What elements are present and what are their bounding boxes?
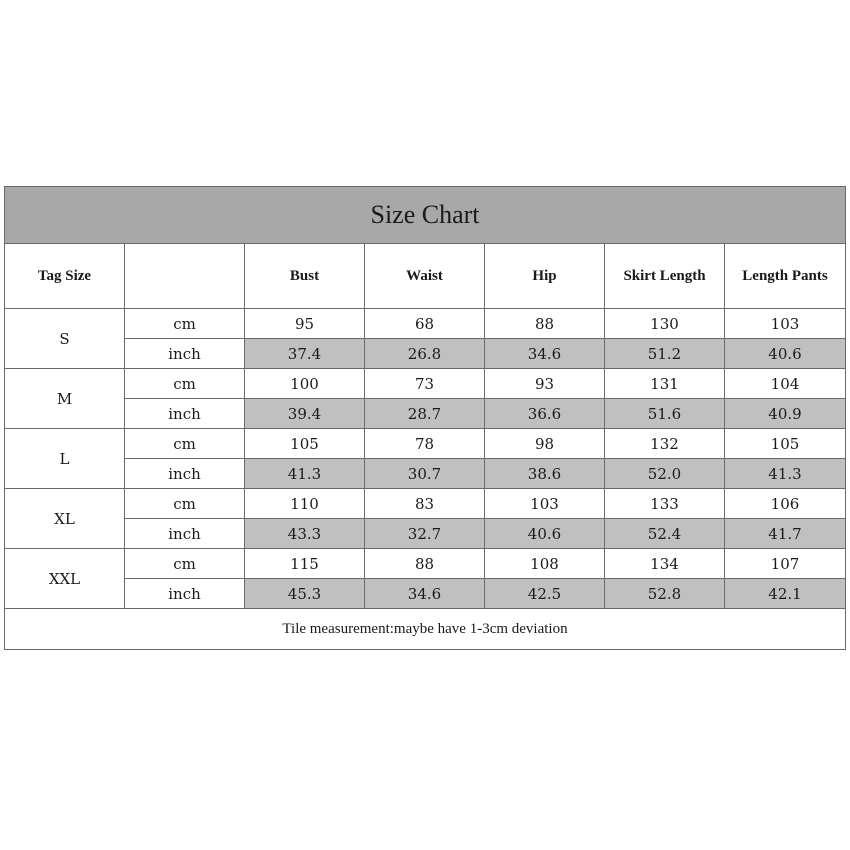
waist-inch-cell: 32.7 [365, 519, 485, 549]
waist-inch-cell: 34.6 [365, 579, 485, 609]
skirt-length-inch-cell: 52.4 [605, 519, 725, 549]
unit-cm-cell: cm [125, 369, 245, 399]
bust-inch-cell: 39.4 [245, 399, 365, 429]
length-pants-inch-cell: 41.3 [725, 459, 846, 489]
bust-cm-cell: 115 [245, 549, 365, 579]
waist-inch-cell: 26.8 [365, 339, 485, 369]
header-row [5, 244, 846, 309]
unit-cm-cell: cm [125, 429, 245, 459]
table-row [5, 399, 846, 429]
table-row [5, 429, 846, 459]
skirt-length-inch-cell: 51.2 [605, 339, 725, 369]
hip-cm-cell: 88 [485, 309, 605, 339]
unit-cm-cell: cm [125, 309, 245, 339]
hip-cm-cell: 108 [485, 549, 605, 579]
tag-size-cell: XXL [5, 549, 125, 609]
bust-inch-cell: 45.3 [245, 579, 365, 609]
hip-cm-cell: 103 [485, 489, 605, 519]
length-pants-inch-cell: 42.1 [725, 579, 846, 609]
waist-cm-cell: 83 [365, 489, 485, 519]
table-row [5, 489, 846, 519]
unit-inch-cell: inch [125, 339, 245, 369]
header-bust: Bust [245, 244, 365, 309]
tag-size-cell: M [5, 369, 125, 429]
skirt-length-cm-cell: 134 [605, 549, 725, 579]
waist-inch-cell: 30.7 [365, 459, 485, 489]
waist-cm-cell: 78 [365, 429, 485, 459]
bust-inch-cell: 43.3 [245, 519, 365, 549]
header-hip: Hip [485, 244, 605, 309]
skirt-length-cm-cell: 133 [605, 489, 725, 519]
header-length-pants: Length Pants [725, 244, 846, 309]
bust-cm-cell: 100 [245, 369, 365, 399]
skirt-length-inch-cell: 52.0 [605, 459, 725, 489]
bust-inch-cell: 41.3 [245, 459, 365, 489]
skirt-length-inch-cell: 51.6 [605, 399, 725, 429]
hip-inch-cell: 34.6 [485, 339, 605, 369]
length-pants-cm-cell: 105 [725, 429, 846, 459]
size-chart-sheet [4, 186, 845, 664]
waist-cm-cell: 73 [365, 369, 485, 399]
skirt-length-cm-cell: 131 [605, 369, 725, 399]
length-pants-cm-cell: 107 [725, 549, 846, 579]
unit-cm-cell: cm [125, 549, 245, 579]
length-pants-inch-cell: 40.9 [725, 399, 846, 429]
waist-cm-cell: 68 [365, 309, 485, 339]
tag-size-cell: L [5, 429, 125, 489]
table-row [5, 339, 846, 369]
header-skirt-length: Skirt Length [605, 244, 725, 309]
table-row [5, 369, 846, 399]
chart-title: Size Chart [5, 187, 846, 244]
table-row [5, 549, 846, 579]
length-pants-cm-cell: 106 [725, 489, 846, 519]
hip-cm-cell: 93 [485, 369, 605, 399]
header-unit [125, 244, 245, 309]
table-row [5, 579, 846, 609]
waist-inch-cell: 28.7 [365, 399, 485, 429]
hip-inch-cell: 38.6 [485, 459, 605, 489]
skirt-length-cm-cell: 130 [605, 309, 725, 339]
header-waist: Waist [365, 244, 485, 309]
size-chart-table [4, 186, 846, 650]
skirt-length-inch-cell: 52.8 [605, 579, 725, 609]
table-row [5, 309, 846, 339]
tag-size-cell: S [5, 309, 125, 369]
length-pants-cm-cell: 103 [725, 309, 846, 339]
footer-note: Tile measurement:maybe have 1-3cm deviation [5, 609, 846, 650]
bust-cm-cell: 95 [245, 309, 365, 339]
unit-inch-cell: inch [125, 519, 245, 549]
hip-inch-cell: 36.6 [485, 399, 605, 429]
tag-size-cell: XL [5, 489, 125, 549]
bust-cm-cell: 105 [245, 429, 365, 459]
skirt-length-cm-cell: 132 [605, 429, 725, 459]
hip-inch-cell: 40.6 [485, 519, 605, 549]
length-pants-inch-cell: 41.7 [725, 519, 846, 549]
unit-inch-cell: inch [125, 459, 245, 489]
length-pants-inch-cell: 40.6 [725, 339, 846, 369]
length-pants-cm-cell: 104 [725, 369, 846, 399]
hip-inch-cell: 42.5 [485, 579, 605, 609]
hip-cm-cell: 98 [485, 429, 605, 459]
unit-inch-cell: inch [125, 579, 245, 609]
unit-cm-cell: cm [125, 489, 245, 519]
unit-inch-cell: inch [125, 399, 245, 429]
bust-inch-cell: 37.4 [245, 339, 365, 369]
bust-cm-cell: 110 [245, 489, 365, 519]
waist-cm-cell: 88 [365, 549, 485, 579]
header-tag-size: Tag Size [5, 244, 125, 309]
table-row [5, 519, 846, 549]
table-row [5, 459, 846, 489]
